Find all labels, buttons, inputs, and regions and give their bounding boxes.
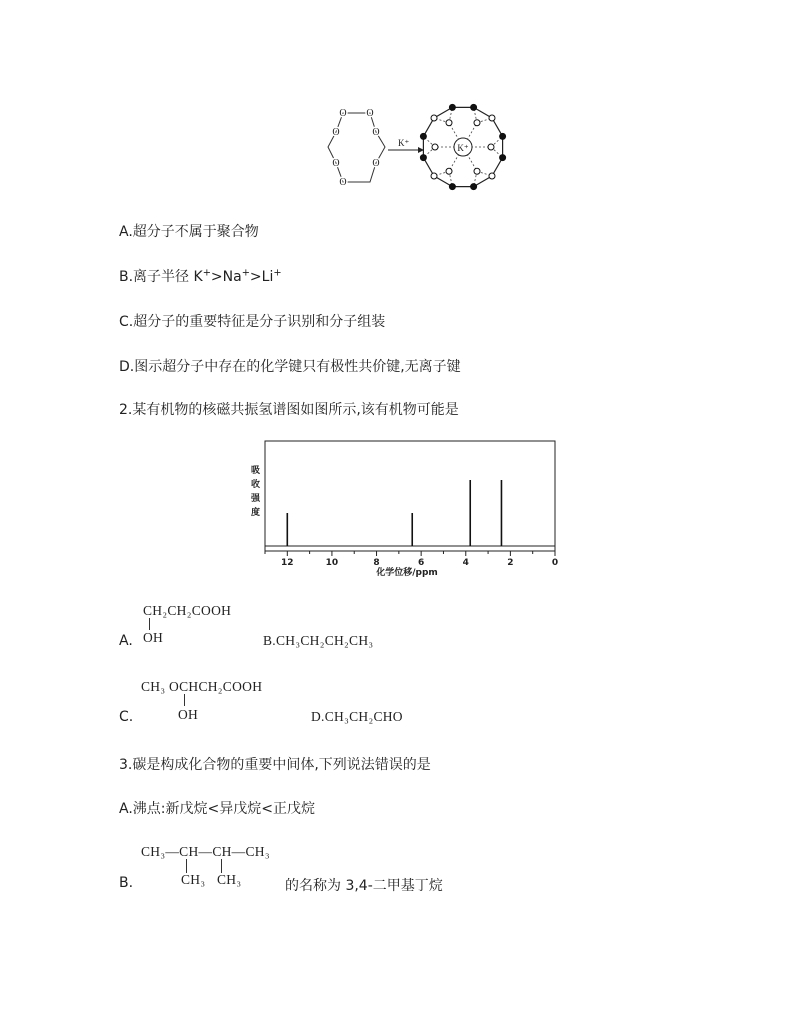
oxygen-atom: [446, 120, 452, 126]
q3-option-b-main-chain: CH₃—CH—CH—CH₃: [141, 844, 270, 859]
q1-option-c: C.超分子的重要特征是分子识别和分子组装: [119, 314, 386, 330]
option-b-text: >Na: [210, 269, 242, 285]
oxygen-atom: [489, 173, 495, 179]
q2-option-c-oh: OH: [178, 707, 199, 722]
q2-option-c-formula: CH₃ OCHCH₂COOH: [141, 679, 263, 694]
potassium-label: K⁺: [457, 143, 469, 153]
tick-label: 2: [507, 558, 514, 568]
nmr-spectrum-chart: [245, 438, 565, 583]
ylabel-char: 度: [251, 508, 261, 518]
charge-sup: +: [273, 267, 282, 279]
q2-option-d: D.CH₃CH₂CHO: [311, 709, 403, 724]
ring-oxygen: O: [366, 108, 374, 119]
ylabel-char: 收: [251, 480, 261, 490]
tick-label: 6: [418, 558, 425, 568]
bond-line: [221, 859, 222, 873]
ring-oxygen: O: [372, 158, 380, 169]
q3-option-b-branch1: CH₃: [181, 872, 206, 887]
oxygen-atom: [474, 120, 480, 126]
q2-option-a-label: A.: [119, 633, 133, 649]
nmr-xlabel: 化学位移/ppm: [376, 568, 438, 578]
tick-label: 8: [373, 558, 380, 568]
plot-frame: [265, 441, 555, 551]
arrow-label: K⁺: [398, 138, 410, 148]
q3-option-b-suffix: 的名称为 3,4-二甲基丁烷: [285, 878, 443, 894]
oxygen-atom: [431, 173, 437, 179]
carbon-atom: [471, 104, 477, 110]
q1-option-a: A.超分子不属于聚合物: [119, 224, 259, 240]
tick-label: 12: [281, 558, 294, 568]
bond-line: [184, 694, 185, 706]
oxygen-atom: [474, 168, 480, 174]
charge-sup: +: [202, 267, 211, 279]
carbon-atom: [449, 104, 455, 110]
carbon-atom: [471, 184, 477, 190]
oxygen-atom: [489, 115, 495, 121]
ring-oxygen: O: [332, 127, 340, 138]
q3-option-a: A.沸点:新戊烷<异戊烷<正戊烷: [119, 801, 315, 817]
option-b-text: B.离子半径 K: [119, 269, 203, 285]
carbon-atom: [500, 155, 506, 161]
nmr-ylabel: [250, 465, 261, 518]
q2-option-a-formula: CH₂CH₂COOH: [143, 603, 232, 618]
oxygen-atom: [446, 168, 452, 174]
option-b-text: >Li: [249, 269, 274, 285]
ylabel-char: 强: [251, 494, 261, 504]
q2-option-c-label: C.: [119, 709, 134, 725]
crown-ether-figure: [290, 95, 530, 200]
q1-option-b: [119, 266, 282, 286]
bond-line: [149, 618, 150, 630]
q2-option-b: B.CH₃CH₂CH₂CH₃: [263, 633, 374, 648]
oxygen-atom: [431, 115, 437, 121]
tick-label: 10: [325, 558, 339, 568]
ring-oxygen: O: [339, 177, 347, 188]
q3-option-b-branch2: CH₃: [217, 872, 242, 887]
ring-oxygen: O: [332, 158, 340, 169]
q3-stem: 3.碳是构成化合物的重要中间体,下列说法错误的是: [119, 757, 431, 773]
q2-stem: 2.某有机物的核磁共振氢谱图如图所示,该有机物可能是: [119, 402, 459, 418]
crown-ether-ring: [328, 113, 385, 182]
oxygen-atom: [432, 144, 438, 150]
oxygen-atom: [488, 144, 494, 150]
charge-sup: +: [241, 267, 250, 279]
q1-option-d: D.图示超分子中存在的化学键只有极性共价键,无离子键: [119, 359, 461, 375]
q2-option-a-oh: OH: [143, 630, 164, 645]
carbon-atom: [420, 133, 426, 139]
bond-line: [186, 859, 187, 873]
carbon-atom: [420, 155, 426, 161]
carbon-atom: [449, 184, 455, 190]
tick-label: 4: [462, 558, 469, 568]
carbon-atom: [500, 133, 506, 139]
q3-option-b-label: B.: [119, 875, 134, 891]
ring-oxygen: O: [339, 108, 347, 119]
ylabel-char: 吸: [251, 466, 261, 476]
tick-label: 0: [551, 558, 559, 568]
ring-oxygen: O: [372, 127, 380, 138]
